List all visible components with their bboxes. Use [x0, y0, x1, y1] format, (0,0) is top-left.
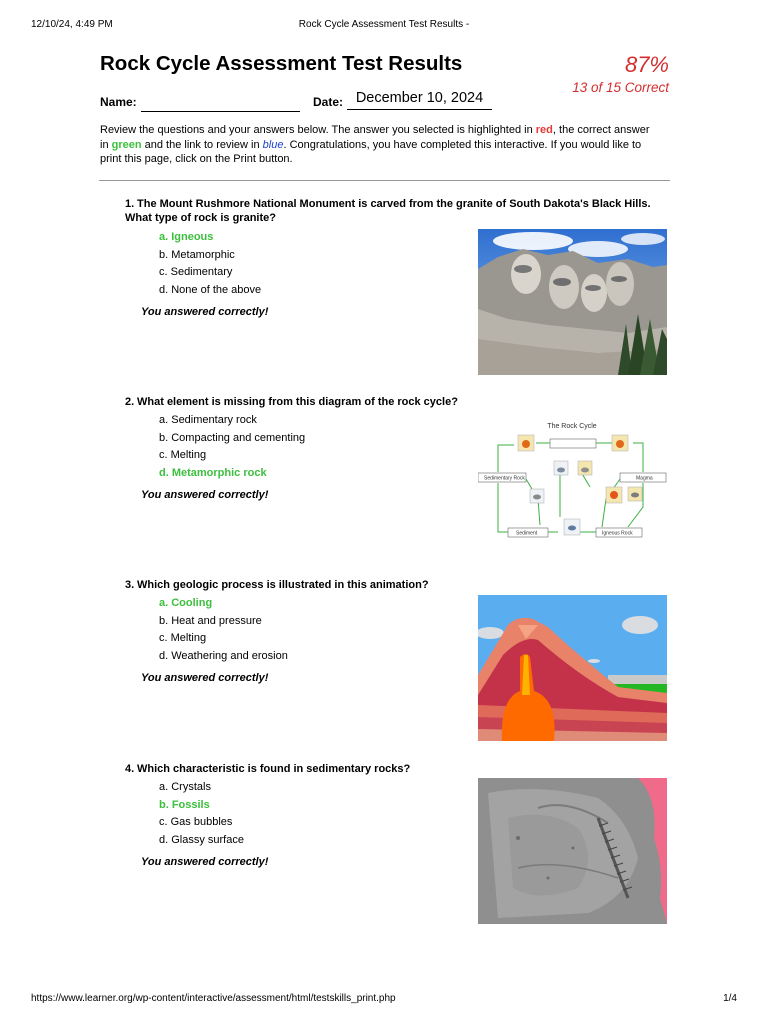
question-number: 4. [125, 763, 135, 775]
answer-option: b. Fossils [159, 798, 210, 811]
rock-icons [518, 435, 642, 535]
name-label: Name: [100, 95, 137, 109]
answer-option: c. Gas bubbles [159, 816, 233, 829]
question-text [125, 197, 670, 225]
question-prompt: Which characteristic is found in sedimentary rocks? [137, 763, 411, 775]
answer-option: b. Metamorphic [159, 248, 235, 261]
print-page-title: Rock Cycle Assessment Test Results - [298, 19, 470, 30]
question-number: 3. [125, 579, 135, 591]
instructions-blue-word: blue [262, 138, 284, 151]
answer-feedback: You answered correctly! [141, 306, 269, 318]
print-timestamp: 12/10/24, 4:49 PM [31, 19, 113, 30]
instructions-text-1: Review the questions and your answers below. The answer you selected is highlighted in [100, 124, 536, 136]
question-text [125, 762, 670, 776]
print-page-number: 1/4 [723, 993, 737, 1004]
answer-option: a. Sedimentary rock [159, 414, 257, 426]
answer-feedback: You answered correctly! [141, 672, 269, 684]
question-text [125, 395, 670, 409]
instructions-text-3: and the link to review in [141, 138, 263, 151]
diagram-label: Sedimentary Rock [484, 475, 525, 482]
instructions-text-2: , the correct answer in [100, 124, 650, 151]
diagram-label: Magma [636, 475, 653, 482]
answer-list [159, 596, 288, 666]
answer-option: c. Melting [159, 449, 207, 462]
answer-option: d. None of the above [159, 283, 262, 296]
answer-option: c. Sedimentary [159, 266, 233, 279]
rock-cycle-diagram [478, 417, 667, 563]
score-percent: 87% [624, 52, 669, 77]
print-url: https://www.learner.org/wp-content/interactive/assessment/html/testskills_print.php [31, 993, 396, 1004]
score-count: 13 of 15 Correct [572, 80, 669, 95]
divider [99, 180, 670, 181]
mount-rushmore-image [478, 229, 667, 375]
name-field[interactable] [141, 111, 300, 112]
instructions-green-word: green [111, 138, 142, 151]
answer-option: d. Weathering and erosion [159, 649, 288, 662]
diagram-label: Igneous Rock [602, 530, 633, 537]
instructions-red-word: red [535, 124, 553, 136]
question-number: 1. [125, 198, 135, 210]
answer-option: b. Compacting and cementing [159, 431, 306, 444]
answer-feedback: You answered correctly! [141, 489, 269, 501]
answer-option: d. Metamorphic rock [159, 466, 267, 479]
question-prompt: What element is missing from this diagram of the rock cycle? [137, 396, 458, 408]
volcano-image [478, 595, 667, 741]
answer-option: a. Igneous [159, 231, 214, 243]
question-prompt: The Mount Rushmore National Monument is carved from the granite of South Dakota's Black Hills. What type of rock is granite? [125, 198, 651, 224]
answer-list [159, 780, 244, 850]
answer-list [159, 230, 261, 300]
question-prompt: Which geologic process is illustrated in this animation? [137, 579, 429, 591]
answer-option: d. Glassy surface [159, 833, 244, 846]
page-title: Rock Cycle Assessment Test Results [100, 52, 463, 75]
instructions [100, 123, 660, 167]
question-text [125, 578, 670, 592]
instructions-text-4: . Congratulations, you have completed this interactive. If you would like to print this page, click on the Print button. [100, 138, 642, 165]
answer-feedback: You answered correctly! [141, 856, 269, 868]
fossil-rock-image [478, 778, 667, 924]
answer-option: b. Heat and pressure [159, 614, 262, 627]
question-number: 2. [125, 396, 135, 408]
diagram-label: Sediment [516, 530, 538, 537]
date-value: December 10, 2024 [347, 90, 492, 110]
answer-option: a. Cooling [159, 597, 213, 609]
answer-option: a. Crystals [159, 781, 211, 793]
print-footer [31, 993, 737, 1007]
answer-option: c. Melting [159, 632, 207, 645]
diagram-title: The Rock Cycle [547, 423, 597, 430]
print-header [31, 19, 737, 33]
date-label: Date: [313, 95, 344, 109]
answer-list [159, 413, 305, 483]
